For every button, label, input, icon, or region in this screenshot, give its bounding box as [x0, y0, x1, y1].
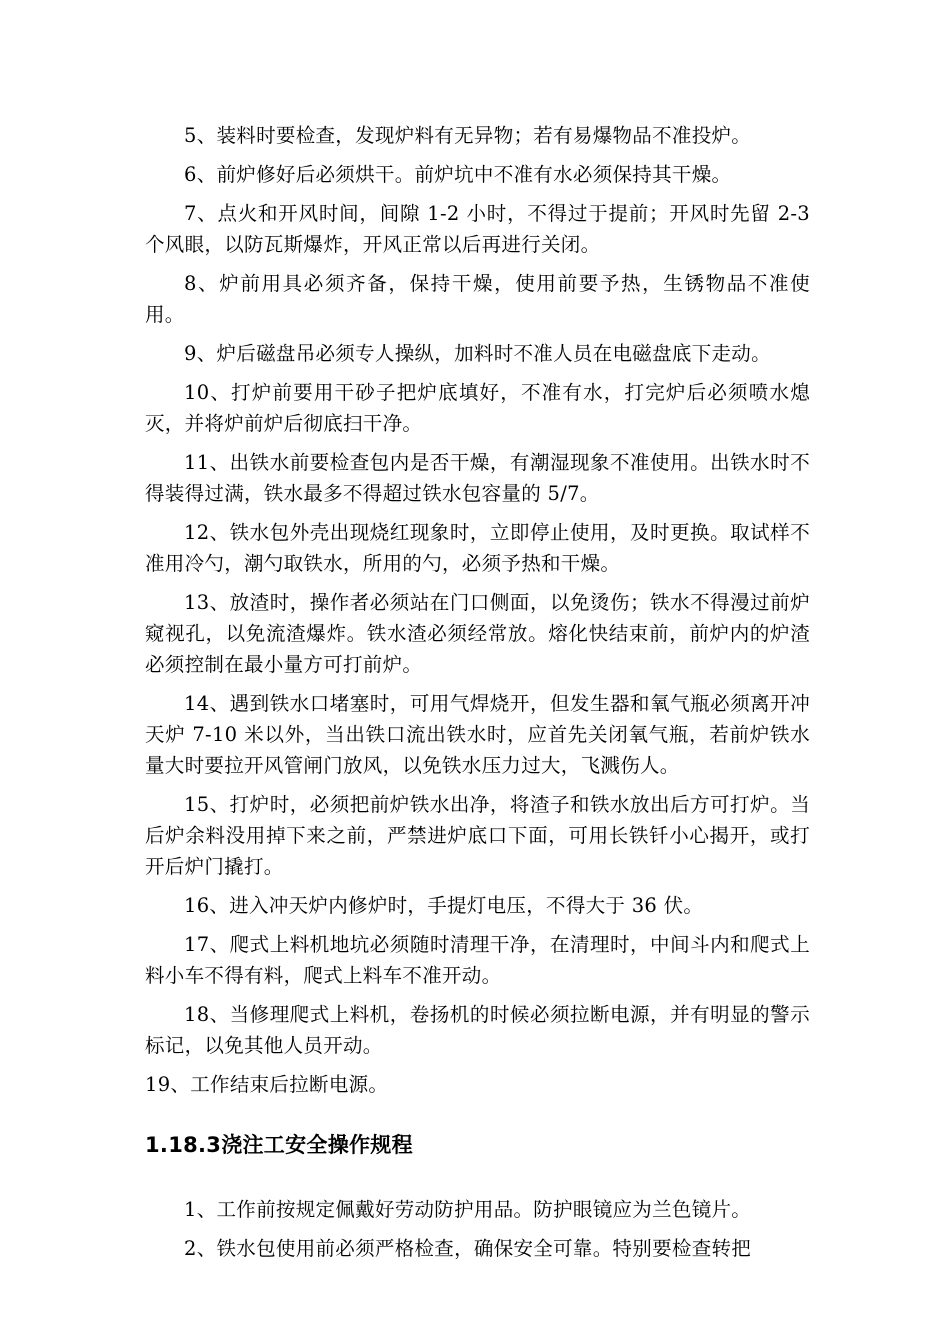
pour-rule-item-1: 1、工作前按规定佩戴好劳动防护用品。防护眼镜应为兰色镜片。 — [184, 1198, 752, 1221]
rule-item-16: 16、进入冲天炉内修炉时，手提灯电压，不得大于 36 伏。 — [184, 894, 704, 917]
rule-item-11: 11、出铁水前要检查包内是否干燥，有潮湿现象不准使用。出铁水时不得装得过满，铁水最多不得超过铁水包容量的 5/7。 — [145, 451, 810, 505]
rule-item-9: 9、炉后磁盘吊必须专人操纵，加料时不准人员在电磁盘底下走动。 — [184, 342, 771, 365]
rule-item-8: 8、炉前用具必须齐备，保持干燥，使用前要予热，生锈物品不准使用。 — [145, 272, 810, 326]
pour-rule-item-2: 2、铁水包使用前必须严格检查，确保安全可靠。特别要检查转把 — [184, 1237, 752, 1260]
rule-item-7: 7、点火和开风时间，间隙 1-2 小时，不得过于提前；开风时先留 2-3 个风眼，以防瓦斯爆炸，开风正常以后再进行关闭。 — [145, 202, 810, 256]
rule-item-12: 12、铁水包外壳出现烧红现象时，立即停止使用，及时更换。取试样不准用冷勺，潮勺取铁水，所用的勺，必须予热和干燥。 — [145, 521, 810, 575]
rule-item-18: 18、当修理爬式上料机，卷扬机的时候必须拉断电源，并有明显的警示标记，以免其他人员开动。 — [145, 1003, 810, 1057]
rule-item-13: 13、放渣时，操作者必须站在门口侧面，以免烫伤；铁水不得漫过前炉窥视孔，以免流渣爆炸。铁水渣必须经常放。熔化快结束前，前炉内的炉渣必须控制在最小量方可打前炉。 — [145, 591, 810, 676]
rule-item-17: 17、爬式上料机地坑必须随时清理干净，在清理时，中间斗内和爬式上料小车不得有料，爬式上料车不准开动。 — [145, 933, 810, 987]
rule-item-15: 15、打炉时，必须把前炉铁水出净，将渣子和铁水放出后方可打炉。当后炉余料没用掉下来之前，严禁进炉底口下面，可用长铁钎小心揭开，或打开后炉门撬打。 — [145, 793, 810, 878]
rule-item-10: 10、打炉前要用干砂子把炉底填好，不准有水，打完炉后必须喷水熄灭，并将炉前炉后彻底扫干净。 — [145, 381, 810, 435]
rule-item-14: 14、遇到铁水口堵塞时，可用气焊烧开，但发生器和氧气瓶必须离开冲天炉 7-10 米以外，当出铁口流出铁水时，应首先关闭氧气瓶，若前炉铁水量大时要拉开风管闸门放风，以免铁水压力过大，飞溅伤人。 — [145, 692, 810, 777]
rule-item-19: 19、工作结束后拉断电源。 — [145, 1073, 389, 1096]
rule-item-6: 6、前炉修好后必须烘干。前炉坑中不准有水必须保持其干燥。 — [184, 163, 732, 186]
section-heading: 1.18.3浇注工安全操作规程 — [145, 1133, 413, 1157]
document-body — [145, 120, 810, 1272]
rule-item-5: 5、装料时要检查，发现炉料有无异物；若有易爆物品不准投炉。 — [184, 124, 752, 147]
